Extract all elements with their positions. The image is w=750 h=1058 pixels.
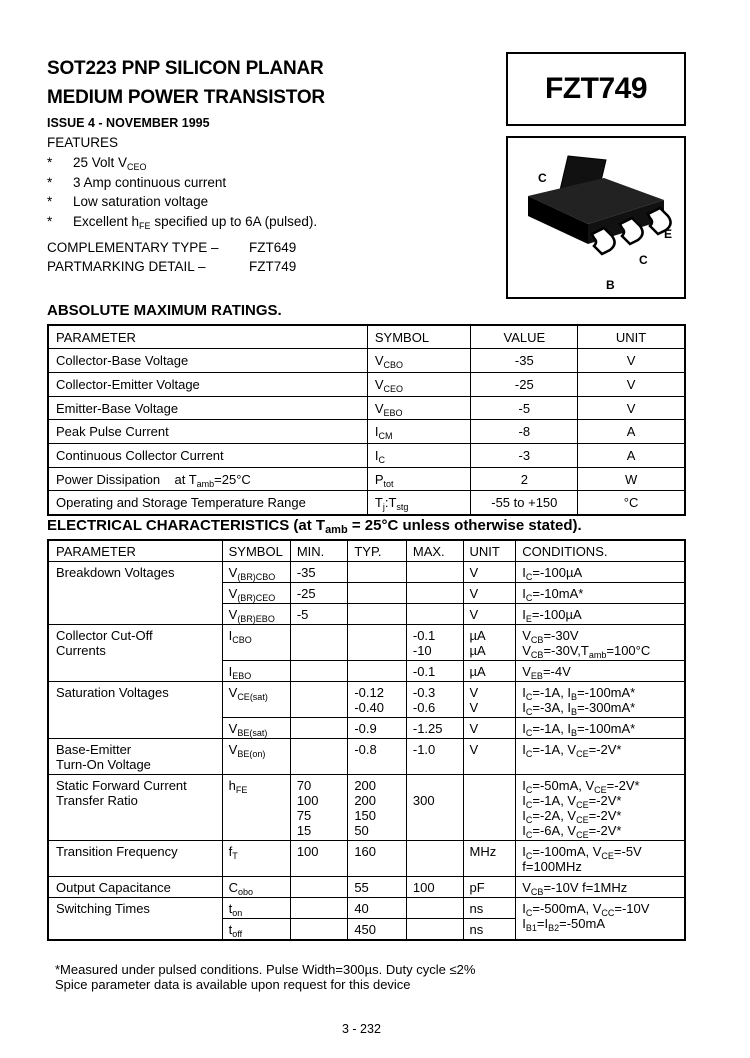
table-row <box>48 625 685 661</box>
conditions-cell: $I_C=-100mA$, $V_{CE}=-5V$ f=100MHz <box>516 841 685 877</box>
pin-label-e: E <box>664 227 673 241</box>
symbol-cell: $I_C$ <box>367 443 471 467</box>
max-cell: 300 <box>406 775 463 841</box>
param-cell: Saturation Voltages <box>48 682 222 739</box>
symbol-cell: $V_{(BR)EBO}$ <box>222 604 290 625</box>
table-row <box>48 877 685 898</box>
header-cell: MIN. <box>290 540 348 562</box>
pin-label-c-top: C <box>538 171 547 185</box>
symbol-cell: $V_{CBO}$ <box>367 349 471 373</box>
param-cell: Emitter-Base Voltage <box>48 396 367 420</box>
param-cell: Output Capacitance <box>48 877 222 898</box>
typ-cell: 40 <box>348 898 407 919</box>
title-line-1: SOT223 PNP SILICON PLANAR <box>47 58 324 79</box>
issue-line: ISSUE 4 - NOVEMBER 1995 <box>47 116 210 130</box>
symbol-cell: $V_{BE(sat)}$ <box>222 718 290 739</box>
conditions-cell: $I_C=-1A$, $I_B=-100mA*$ <box>516 718 685 739</box>
symbol-cell: $V_{CEO}$ <box>367 372 471 396</box>
symbol-cell: $t_{off}$ <box>222 919 290 941</box>
header-cell: TYP. <box>348 540 407 562</box>
symbol-cell: $I_{CM}$ <box>367 420 471 444</box>
conditions-cell: $I_C=-500mA$, $V_{CC}=-10V$ $I_{B1}=I_{B2}=-50mA$ <box>516 898 685 941</box>
table-row <box>48 682 685 718</box>
max-cell: -0.1 <box>406 661 463 682</box>
pin-label-b: B <box>606 278 615 292</box>
table-row <box>48 739 685 775</box>
feature-item: * 3 Amp continuous current <box>47 175 227 190</box>
page-number: 3 - 232 <box>342 1022 381 1036</box>
unit-cell: µA µA <box>463 625 516 661</box>
max-cell: 100 <box>406 877 463 898</box>
conditions-cell: $I_C=-10mA*$ <box>516 583 685 604</box>
symbol-cell: $V_{EBO}$ <box>367 396 471 420</box>
header-cell: UNIT <box>578 325 685 349</box>
typ-cell: -0.9 <box>348 718 407 739</box>
table-row <box>48 841 685 877</box>
param-cell: Power Dissipation at $T_{amb}=25^\circ C$ <box>48 467 367 491</box>
conditions-cell: $V_{CB}=-30V$ $V_{CB}=-30V,T_{amb}=100^\circ C$ <box>516 625 685 661</box>
complementary-type-value: FZT649 <box>249 240 297 255</box>
partmarking-label: PARTMARKING DETAIL – <box>47 259 206 274</box>
min-cell: 100 <box>290 841 348 877</box>
unit-cell: pF <box>463 877 516 898</box>
table-row <box>48 491 685 515</box>
footnote-spice: Spice parameter data is available upon request for this device <box>55 977 411 992</box>
footnote-pulsed: *Measured under pulsed conditions. Pulse Width=300µs. Duty cycle ≤2% <box>55 962 476 977</box>
pin-label-c: C <box>639 253 648 267</box>
unit-cell: A <box>578 420 685 444</box>
table-row <box>48 443 685 467</box>
typ-cell: 160 <box>348 841 407 877</box>
conditions-cell: $I_C=-1A$, $V_{CE}=-2V*$ <box>516 739 685 775</box>
symbol-cell: $I_{EBO}$ <box>222 661 290 682</box>
min-cell: -25 <box>290 583 348 604</box>
feature-item: * Excellent $h_{FE}$ specified up to 6A (pulsed). <box>47 214 318 231</box>
electrical-characteristics-table <box>47 539 686 941</box>
unit-cell: V V <box>463 682 516 718</box>
param-cell: Operating and Storage Temperature Range <box>48 491 367 515</box>
header-cell: MAX. <box>406 540 463 562</box>
symbol-cell: $V_{BE(on)}$ <box>222 739 290 775</box>
conditions-cell: $V_{EB}=-4V$ <box>516 661 685 682</box>
param-cell: Peak Pulse Current <box>48 420 367 444</box>
max-cell: -0.1 -10 <box>406 625 463 661</box>
unit-cell: V <box>463 583 516 604</box>
param-cell: Collector-Base Voltage <box>48 349 367 373</box>
typ-cell: -0.8 <box>348 739 407 775</box>
symbol-cell: $V_{CE(sat)}$ <box>222 682 290 718</box>
unit-cell: V <box>463 562 516 583</box>
unit-cell: ns <box>463 919 516 941</box>
conditions-cell: $I_C=-100\mu A$ <box>516 562 685 583</box>
conditions-cell: $I_E=-100\mu A$ <box>516 604 685 625</box>
table-row <box>48 562 685 583</box>
typ-cell: 200 200 150 50 <box>348 775 407 841</box>
ec-heading: ELECTRICAL CHARACTERISTICS (at $T_{amb} = 25^\circ C$ unless otherwise stated). <box>47 517 582 536</box>
package-box <box>506 136 686 299</box>
unit-cell: V <box>463 718 516 739</box>
param-cell: Continuous Collector Current <box>48 443 367 467</box>
features-heading: FEATURES <box>47 135 119 150</box>
conditions-cell: $I_C=-1A$, $I_B=-100mA*$ $I_C=-3A$, $I_B=-300mA*$ <box>516 682 685 718</box>
sot223-package-drawing <box>508 138 684 297</box>
typ-cell: -0.12 -0.40 <box>348 682 407 718</box>
param-cell: Base-Emitter Turn-On Voltage <box>48 739 222 775</box>
table-row <box>48 349 685 373</box>
min-cell: 70 100 75 15 <box>290 775 348 841</box>
feature-item: * 25 Volt $V_{CEO}$ <box>47 155 147 172</box>
unit-cell: µA <box>463 661 516 682</box>
typ-cell: 450 <box>348 919 407 941</box>
symbol-cell: $V_{(BR)CBO}$ <box>222 562 290 583</box>
unit-cell: MHz <box>463 841 516 877</box>
table-row <box>48 372 685 396</box>
unit-cell: V <box>578 372 685 396</box>
value-cell: 2 <box>471 467 578 491</box>
table-row <box>48 396 685 420</box>
symbol-cell: $C_{obo}$ <box>222 877 290 898</box>
part-number-box <box>506 52 686 126</box>
param-cell: Static Forward Current Transfer Ratio <box>48 775 222 841</box>
unit-cell: ns <box>463 898 516 919</box>
unit-cell: W <box>578 467 685 491</box>
header-cell: SYMBOL <box>222 540 290 562</box>
header-cell: SYMBOL <box>367 325 471 349</box>
unit-cell: °C <box>578 491 685 515</box>
symbol-cell: $P_{tot}$ <box>367 467 471 491</box>
param-cell: Switching Times <box>48 898 222 941</box>
table-row <box>48 775 685 841</box>
table-header-row <box>48 325 685 349</box>
amr-heading: ABSOLUTE MAXIMUM RATINGS. <box>47 302 282 319</box>
value-cell: -5 <box>471 396 578 420</box>
partmarking-value: FZT749 <box>249 259 297 274</box>
complementary-type-label: COMPLEMENTARY TYPE – <box>47 240 219 255</box>
table-row <box>48 420 685 444</box>
param-cell: Collector Cut-Off Currents <box>48 625 222 682</box>
value-cell: -8 <box>471 420 578 444</box>
table-row <box>48 898 685 919</box>
symbol-cell: $h_{FE}$ <box>222 775 290 841</box>
max-cell: -0.3 -0.6 <box>406 682 463 718</box>
value-cell: -35 <box>471 349 578 373</box>
value-cell: -25 <box>471 372 578 396</box>
conditions-cell: $V_{CB}=-10V$ f=1MHz <box>516 877 685 898</box>
value-cell: -55 to +150 <box>471 491 578 515</box>
symbol-cell: $T_j:T_{stg}$ <box>367 491 471 515</box>
header-cell: VALUE <box>471 325 578 349</box>
param-cell: Transition Frequency <box>48 841 222 877</box>
unit-cell: V <box>578 396 685 420</box>
table-row <box>48 467 685 491</box>
max-cell: -1.25 <box>406 718 463 739</box>
unit-cell: V <box>463 739 516 775</box>
max-cell: -1.0 <box>406 739 463 775</box>
symbol-cell: $f_T$ <box>222 841 290 877</box>
feature-item: * Low saturation voltage <box>47 194 209 209</box>
part-number: FZT749 <box>544 72 648 105</box>
min-cell: -5 <box>290 604 348 625</box>
min-cell: -35 <box>290 562 348 583</box>
symbol-cell: $I_{CBO}$ <box>222 625 290 661</box>
table-header-row <box>48 540 685 562</box>
header-cell: PARAMETER <box>48 325 367 349</box>
unit-cell: V <box>578 349 685 373</box>
typ-cell: 55 <box>348 877 407 898</box>
unit-cell: V <box>463 604 516 625</box>
header-cell: UNIT <box>463 540 516 562</box>
param-cell: Collector-Emitter Voltage <box>48 372 367 396</box>
conditions-cell: $I_C=-50mA$, $V_{CE}=-2V*$ $I_C=-1A$, $V_{CE}=-2V*$ $I_C=-2A$, $V_{CE}=-2V*$ $I_C=-6A$, $V_{CE}=-2V*$ <box>516 775 685 841</box>
header-cell: CONDITIONS. <box>516 540 685 562</box>
unit-cell: A <box>578 443 685 467</box>
symbol-cell: $t_{on}$ <box>222 898 290 919</box>
param-cell: Breakdown Voltages <box>48 562 222 625</box>
symbol-cell: $V_{(BR)CEO}$ <box>222 583 290 604</box>
header-cell: PARAMETER <box>48 540 222 562</box>
value-cell: -3 <box>471 443 578 467</box>
title-line-2: MEDIUM POWER TRANSISTOR <box>47 87 325 108</box>
absolute-max-ratings-table <box>47 324 686 516</box>
